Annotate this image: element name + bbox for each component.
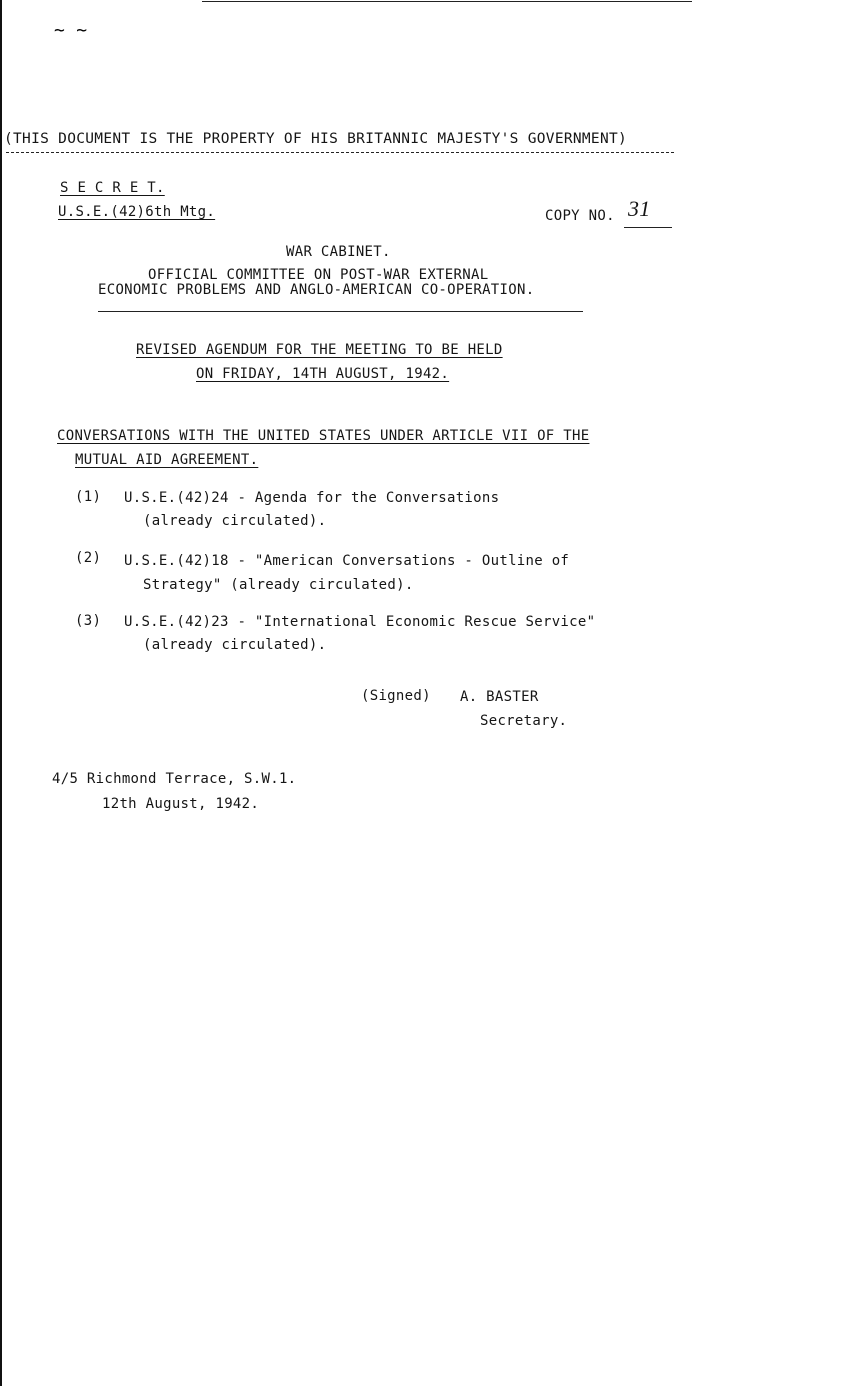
reference-number: U.S.E.(42)6th Mtg. bbox=[58, 204, 216, 220]
copy-number-line bbox=[624, 227, 672, 228]
subject-line1: CONVERSATIONS WITH THE UNITED STATES UNDER ARTICLE VII OF THE bbox=[57, 428, 590, 444]
subject-line2: MUTUAL AID AGREEMENT. bbox=[75, 452, 259, 468]
item-number: (3) bbox=[75, 613, 102, 629]
agenda-title-line2: ON FRIDAY, 14TH AUGUST, 1942. bbox=[196, 366, 450, 382]
title-rule bbox=[98, 311, 583, 312]
committee-title-line2: ECONOMIC PROBLEMS AND ANGLO-AMERICAN CO-OPERATION. bbox=[98, 282, 535, 298]
date-line: 12th August, 1942. bbox=[102, 796, 260, 812]
secret-label: S E C R E T. bbox=[60, 180, 165, 196]
item-number: (2) bbox=[75, 550, 102, 566]
signatory-title: Secretary. bbox=[480, 713, 568, 729]
copy-label: COPY NO. bbox=[545, 208, 615, 224]
item-text-continued: (already circulated). bbox=[143, 637, 327, 653]
item-text-continued: Strategy" (already circulated). bbox=[143, 577, 414, 593]
war-cabinet-title: WAR CABINET. bbox=[286, 244, 391, 260]
item-text: U.S.E.(42)23 - "International Economic Rescue Service" bbox=[124, 614, 596, 630]
signatory-name: A. BASTER bbox=[460, 689, 539, 705]
property-notice-underline bbox=[6, 152, 674, 153]
agenda-title-line1: REVISED AGENDUM FOR THE MEETING TO BE HELD bbox=[136, 342, 503, 358]
copy-number: 31 bbox=[628, 196, 651, 221]
page-left-edge bbox=[0, 0, 2, 1386]
signed-label: (Signed) bbox=[361, 688, 431, 704]
address-line: 4/5 Richmond Terrace, S.W.1. bbox=[52, 771, 297, 787]
property-notice: (THIS DOCUMENT IS THE PROPERTY OF HIS BRITANNIC MAJESTY'S GOVERNMENT) bbox=[4, 131, 628, 147]
item-text-continued: (already circulated). bbox=[143, 513, 327, 529]
item-text: U.S.E.(42)24 - Agenda for the Conversations bbox=[124, 490, 500, 506]
committee-title-line1: OFFICIAL COMMITTEE ON POST-WAR EXTERNAL bbox=[148, 267, 489, 283]
corner-mark: ~ ~ bbox=[54, 20, 88, 41]
item-number: (1) bbox=[75, 489, 102, 505]
top-border-line bbox=[202, 1, 692, 2]
item-text: U.S.E.(42)18 - "American Conversations - Outline of bbox=[124, 553, 570, 569]
